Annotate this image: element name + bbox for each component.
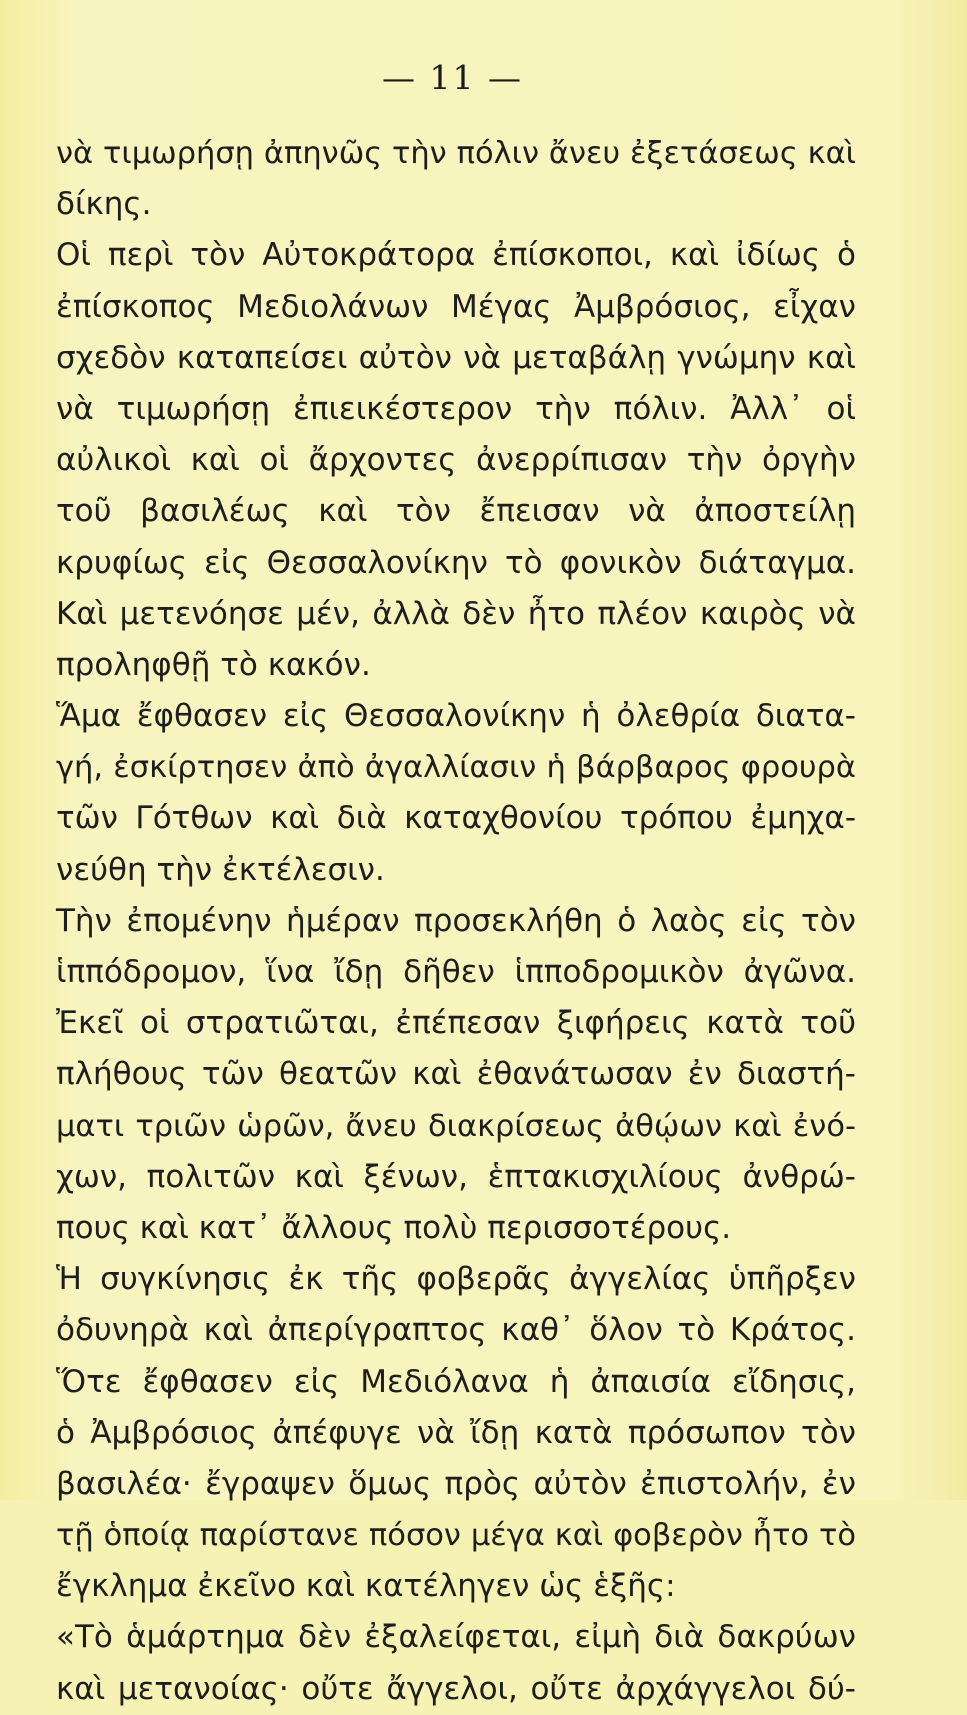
text-line: ἔγκλημα ἐκεῖνο καὶ κατέληγεν ὡς ἑξῆς: (56, 1568, 676, 1605)
text-line: τῶν Γότθων καὶ διὰ καταχθονίου τρόπου ἐμηχα- (56, 800, 856, 837)
page-number: — 11 — (382, 58, 523, 97)
text-line: καὶ μετανοίας· οὔτε ἄγγελοι, οὔτε ἀρχάγγελοι δύ- (56, 1670, 856, 1707)
text-line: νὰ τιμωρήσῃ ἐπιεικέστερον τὴν πόλιν. Ἀλλ᾽ οἱ (56, 390, 856, 427)
text-line: σχεδὸν καταπείσει αὐτὸν νὰ μεταβάλῃ γνώμην καὶ (56, 339, 856, 376)
text-line: ματι τριῶν ὡρῶν, ἄνευ διακρίσεως ἀθῴων καὶ ἐνό- (56, 1108, 856, 1144)
text-line: Ἡ συγκίνησις ἐκ τῆς φοβερᾶς ἀγγελίας ὑπῆρξεν (56, 1261, 856, 1298)
text-line: Οἱ περὶ τὸν Αὐτοκράτορα ἐπίσκοποι, καὶ ἰδίως ὁ (56, 237, 856, 274)
text-line: «Τὸ ἁμάρτημα δὲν ἐξαλείφεται, εἰμὴ διὰ δακρύων (56, 1619, 856, 1656)
text-line: χων, πολιτῶν καὶ ξένων, ἑπτακισχιλίους ἀνθρώ- (56, 1158, 856, 1195)
text-line: τῇ ὁποίᾳ παρίστανε πόσον μέγα καὶ φοβερὸν ἦτο τὸ (56, 1518, 856, 1554)
text-line: πους καὶ κατ᾽ ἄλλους πολὺ περισσοτέρους. (56, 1209, 732, 1246)
text-line: νὰ τιμωρήσῃ ἀπηνῶς τὴν πόλιν ἄνευ ἐξετάσεως καὶ (56, 136, 856, 171)
text-line: πλήθους τῶν θεατῶν καὶ ἐθανάτωσαν ἐν διαστή- (56, 1056, 856, 1093)
text-line: ὁ Ἀμβρόσιος ἀπέφυγε νὰ ἴδῃ κατὰ πρόσωπον τὸν (56, 1414, 856, 1451)
text-line: δίκης. (56, 186, 152, 223)
text-line: προληφθῇ τὸ κακόν. (56, 646, 371, 683)
text-line: Καὶ μετενόησε μέν, ἀλλὰ δὲν ἦτο πλέον καιρὸς νὰ (56, 595, 856, 632)
text-line: ἐπίσκοπος Μεδιολάνων Μέγας Ἀμβρόσιος, εἶχαν (56, 288, 856, 325)
text-line: Ἐκεῖ οἱ στρατιῶται, ἐπέπεσαν ξιφήρεις κατὰ τοῦ (56, 1005, 856, 1042)
text-line: τοῦ βασιλέως καὶ τὸν ἔπεισαν νὰ ἀποστείλῃ (56, 493, 856, 530)
text-line: νεύθη τὴν ἐκτέλεσιν. (56, 851, 385, 888)
text-line: βασιλέα· ἔγραψεν ὅμως πρὸς αὐτὸν ἐπιστολήν, ἐν (56, 1465, 856, 1502)
text-line: Ἅμα ἔφθασεν εἰς Θεσσαλονίκην ἡ ὀλεθρία διατα- (56, 698, 856, 735)
text-line: Τὴν ἐπομένην ἡμέραν προσεκλήθη ὁ λαὸς εἰς τὸν (56, 902, 856, 939)
body-text (56, 128, 856, 1715)
text-line: κρυφίως εἰς Θεσσαλονίκην τὸ φονικὸν διάταγμα. (56, 544, 856, 581)
text-line: γή, ἐσκίρτησεν ἀπὸ ἀγαλλίασιν ἡ βάρβαρος φρουρὰ (56, 750, 856, 786)
text-line: Ὅτε ἔφθασεν εἰς Μεδιόλανα ἡ ἀπαισία εἴδησις, (56, 1363, 856, 1400)
text-line: αὐλικοὶ καὶ οἱ ἄρχοντες ἀνερρίπισαν τὴν ὀργὴν (56, 442, 856, 479)
text-line: ὀδυνηρὰ καὶ ἀπερίγραπτος καθ᾽ ὅλον τὸ Κράτος. (56, 1312, 856, 1349)
text-line: ἱππόδρομον, ἵνα ἴδῃ δῆθεν ἱπποδρομικὸν ἀγῶνα. (56, 954, 856, 990)
